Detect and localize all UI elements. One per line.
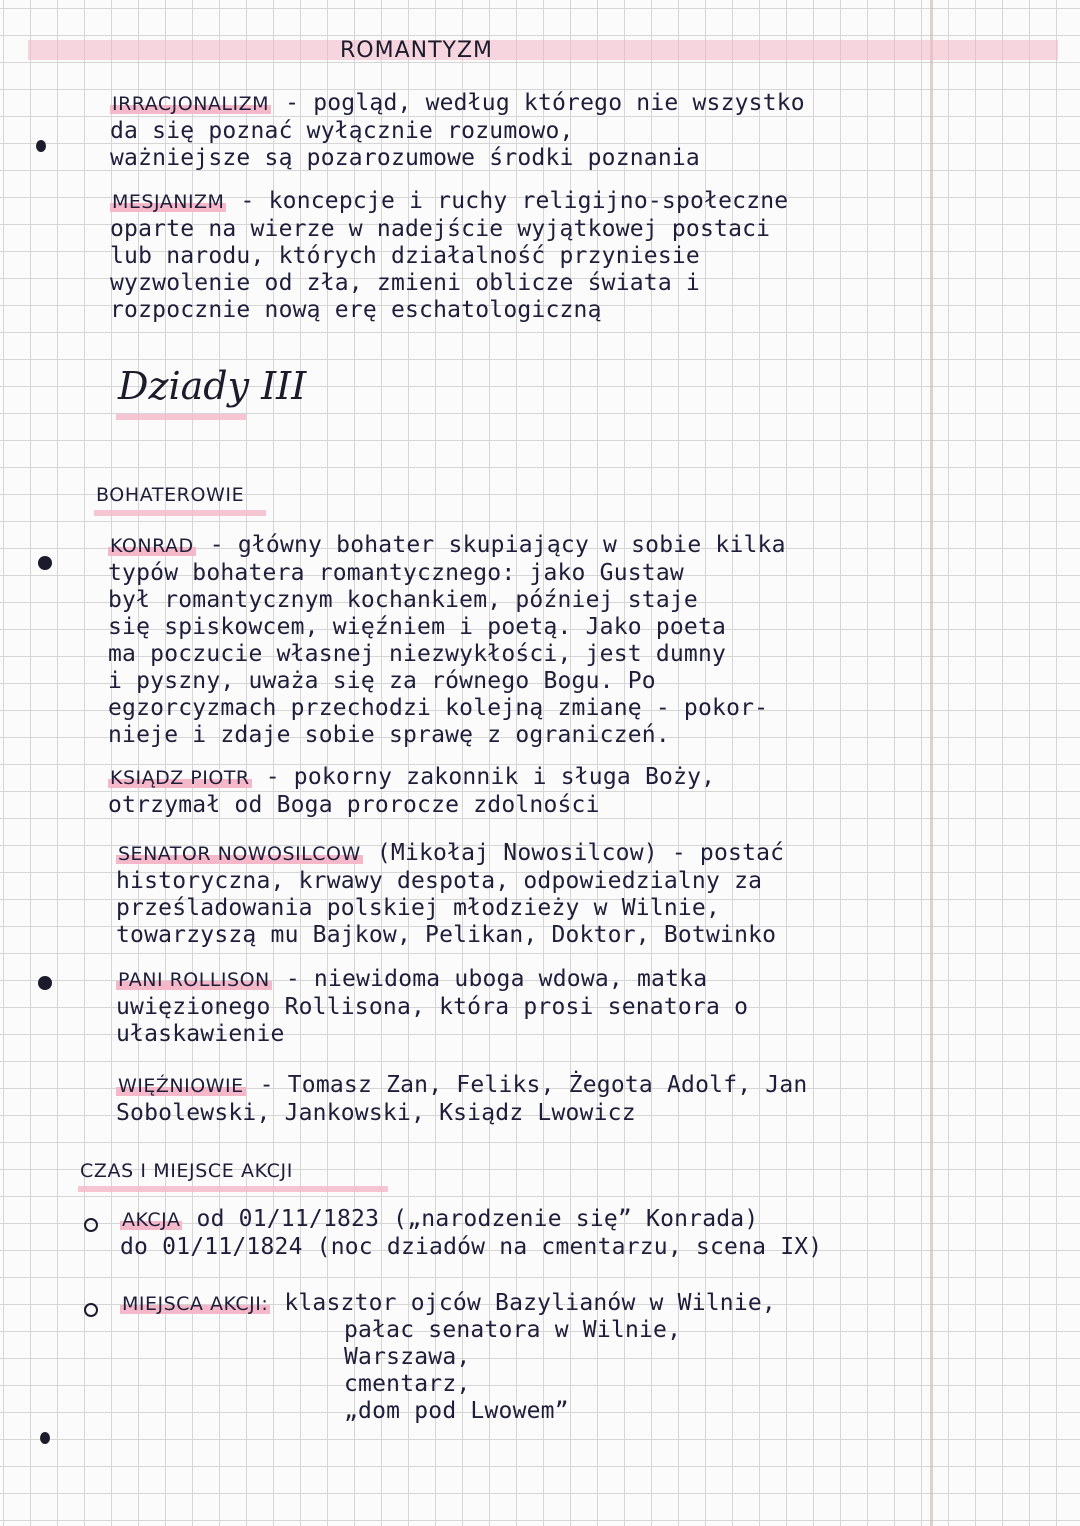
bullet-ring — [84, 1218, 98, 1232]
hero-line: uwięzionego Rollisona, która prosi senatora o — [116, 994, 749, 1020]
margin-line — [930, 0, 933, 1526]
hero-line: nieje i zdaje sobie sprawę z ograniczeń. — [108, 722, 670, 748]
definition-line: pogląd, według którego nie wszystko — [313, 90, 805, 116]
time-place-line: „dom pod Lwowem” — [344, 1398, 569, 1424]
hero-line: pokorny zakonnik i sługa Boży, — [293, 764, 716, 790]
definition-mesjanizm: MESJANIZM - koncepcje i ruchy religijno-społeczne oparte na wierze w nadejście wyjątkowej postaci lub narodu, których działalność przyniesie wyzwolenie od zła, zmieni oblicze świata i rozpocznie nową erę eschatologiczną — [110, 188, 789, 323]
hero-ksiadz-piotr: KSIĄDZ PIOTR - pokorny zakonnik i sługa Boży, otrzymał od Boga prorocze zdolności — [108, 764, 716, 818]
time-place-line: od 01/11/1823 („narodzenie się” Konrada) — [196, 1206, 759, 1232]
hero-line: Tomasz Zan, Feliks, Żegota Adolf, Jan — [287, 1072, 808, 1098]
bullet-ring — [84, 1303, 98, 1317]
heroes-heading: BOHATEROWIE — [96, 484, 245, 506]
hero-line: egzorcyzmach przechodzi kolejną zmianę - pokor- — [108, 695, 769, 721]
bullet-dot — [40, 1432, 50, 1444]
time-place-label: MIEJSCA AKCJI: — [122, 1293, 269, 1315]
hero-line: był romantycznym kochankiem, później staje — [108, 587, 698, 613]
bullet-dot — [38, 556, 52, 570]
hero-name: KSIĄDZ PIOTR — [110, 767, 250, 789]
akcja-section — [120, 1206, 822, 1261]
time-place-line: klasztor ojców Bazylianów w Wilnie, — [284, 1290, 776, 1316]
hero-name: KONRAD — [110, 535, 194, 557]
miejsca-akcji-section — [120, 1290, 776, 1318]
hero-line: i pyszny, uważa się za równego Bogu. Po — [108, 668, 656, 694]
definition-line: lub narodu, których działalność przyniesie — [110, 243, 700, 269]
hero-line: typów bohatera romantycznego: jako Gustaw — [108, 560, 684, 586]
work-title: Dziady III — [118, 364, 307, 408]
heading-underline — [78, 1186, 388, 1192]
hero-wiezniowie: WIĘŹNIOWIE - Tomasz Zan, Feliks, Żegota Adolf, Jan Sobolewski, Jankowski, Ksiądz Lwowicz — [116, 1072, 808, 1126]
bullet-dot — [36, 140, 46, 152]
time-place-line: Warszawa, — [344, 1344, 471, 1370]
hero-line: Sobolewski, Jankowski, Ksiądz Lwowicz — [116, 1100, 636, 1126]
term-label: MESJANIZM — [112, 191, 225, 213]
time-place-line: cmentarz, — [344, 1371, 471, 1397]
hero-line: główny bohater skupiający w sobie kilka — [237, 532, 786, 558]
heading-underline — [94, 510, 266, 516]
time-place-heading: CZAS I MIEJSCE AKCJI — [80, 1160, 293, 1182]
hero-name: PANI ROLLISON — [118, 969, 270, 991]
time-place-line: do 01/11/1824 (noc dziadów na cmentarzu, scena IX) — [120, 1234, 823, 1260]
definition-line: oparte na wierze w nadejście wyjątkowej postaci — [110, 216, 771, 242]
hero-konrad: KONRAD - główny bohater skupiający w sobie kilka typów bohatera romantycznego: jako Gustaw był romantycznym kochankiem, później staje się spiskowcem, więźniem i poetą. Jako poeta ma poczucie własnej niezwykłości, jest dumny i pyszny, uważa się za równego Bogu. Po egzorcyzmach przechodzi kolejną zmianę - pokor- nieje i zdaje sobie sprawę z ograniczeń. — [108, 532, 786, 748]
title-underline — [116, 414, 246, 420]
definition-line: wyzwolenie od zła, zmieni oblicze świata i — [110, 270, 700, 296]
miejsca-akcji-list — [344, 1317, 681, 1425]
hero-name: SENATOR NOWOSILCOW — [118, 843, 361, 865]
hero-line: niewidoma uboga wdowa, matka — [313, 966, 708, 992]
page-title: ROMANTYZM — [340, 38, 494, 63]
hero-pani-rollison: PANI ROLLISON - niewidoma uboga wdowa, matka uwięzionego Rollisona, która prosi senatora o ułaskawienie — [116, 966, 749, 1047]
title-highlight — [28, 40, 1058, 60]
hero-name: WIĘŹNIOWIE — [118, 1075, 244, 1097]
definition-line: rozpocznie nową erę eschatologiczną — [110, 297, 602, 323]
hero-line: towarzyszą mu Bajkow, Pelikan, Doktor, Botwinko — [116, 922, 777, 948]
time-place-line: pałac senatora w Wilnie, — [344, 1317, 682, 1343]
hero-line: ułaskawienie — [116, 1021, 285, 1047]
definition-irracjonalizm: IRRACJONALIZM - pogląd, według którego nie wszystko da się poznać wyłącznie rozumowo, ważniejsze są pozarozumowe środki poznania — [110, 90, 805, 171]
time-place-label: AKCJA — [122, 1209, 181, 1231]
term-label: IRRACJONALIZM — [112, 93, 270, 115]
bullet-dot — [38, 976, 52, 990]
hero-line: (Mikołaj Nowosilcow) - postać — [376, 840, 785, 866]
hero-line: się spiskowcem, więźniem i poetą. Jako poeta — [108, 614, 727, 640]
definition-line: da się poznać wyłącznie rozumowo, — [110, 118, 574, 144]
hero-line: ma poczucie własnej niezwykłości, jest dumny — [108, 641, 727, 667]
hero-line: otrzymał od Boga prorocze zdolności — [108, 792, 600, 818]
definition-line: koncepcje i ruchy religijno-społeczne — [268, 188, 789, 214]
hero-line: historyczna, krwawy despota, odpowiedzialny za — [116, 868, 763, 894]
hero-line: prześladowania polskiej młodzieży w Wilnie, — [116, 895, 721, 921]
hero-senator — [116, 840, 784, 949]
definition-line: ważniejsze są pozarozumowe środki poznania — [110, 145, 700, 171]
